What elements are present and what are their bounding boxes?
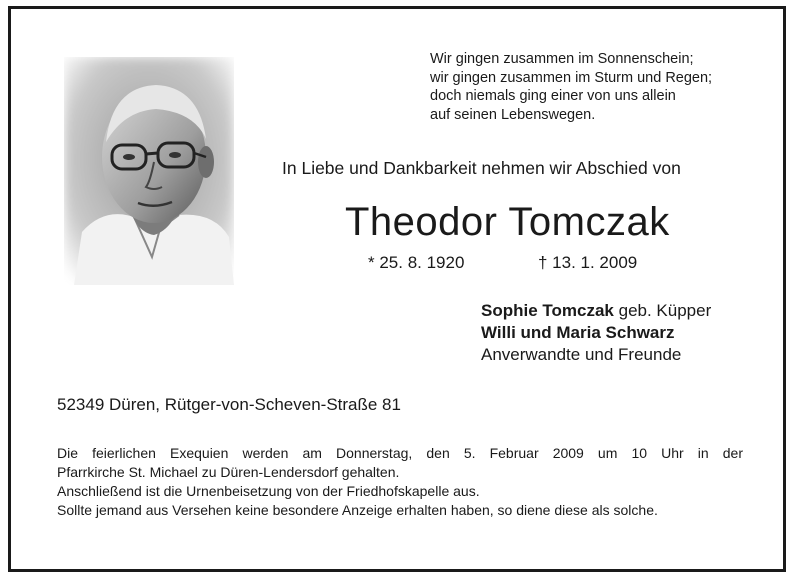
mourner-2: Willi und Maria Schwarz — [481, 323, 675, 342]
poem — [430, 50, 712, 124]
info-line: Pfarrkirche St. Michael zu Düren-Lendersdorf gehalten. — [57, 464, 400, 480]
intro-text: In Liebe und Dankbarkeit nehmen wir Abschied von — [282, 158, 681, 178]
address: 52349 Düren, Rütger-von-Scheven-Straße 81 — [57, 395, 401, 414]
info-line: Die feierlichen Exequien werden am Donnerstag, den 5. Februar 2009 um 10 Uhr in der — [57, 445, 743, 461]
birth-date: * 25. 8. 1920 — [368, 253, 465, 272]
mourner-1-name: Sophie Tomczak — [481, 301, 614, 320]
info-line: Sollte jemand aus Versehen keine besondere Anzeige erhalten haben, so diene diese als solche. — [57, 502, 658, 518]
poem-line: wir gingen zusammen im Sturm und Regen; — [430, 69, 713, 86]
mourner-3: Anverwandte und Freunde — [481, 345, 682, 364]
death-date: † 13. 1. 2009 — [538, 253, 638, 272]
poem-line: doch niemals ging einer von uns allein — [430, 88, 676, 104]
deceased-name: Theodor Tomczak — [345, 200, 670, 244]
info-line: Anschließend ist die Urnenbeisetzung von der Friedhofskapelle aus. — [57, 483, 480, 499]
mourner-1 — [481, 300, 711, 322]
poem-line: Wir gingen zusammen im Sonnenschein; — [430, 51, 694, 67]
mourners-list — [481, 300, 711, 366]
mourner-1-suffix: geb. Küpper — [613, 301, 712, 320]
service-info — [57, 444, 743, 520]
poem-line: auf seinen Lebenswegen. — [430, 106, 596, 123]
portrait-photo — [64, 57, 234, 285]
